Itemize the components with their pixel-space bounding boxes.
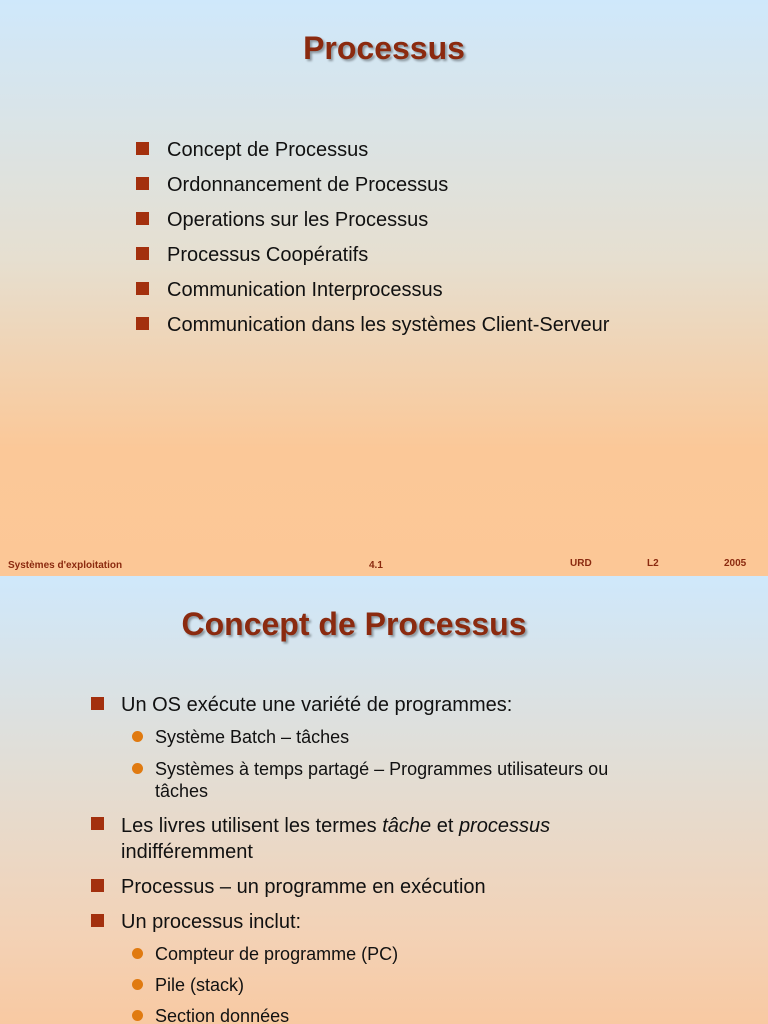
- slide-title: Concept de Processus: [181, 606, 527, 642]
- sub-list-item-text: Compteur de programme (PC): [155, 944, 399, 964]
- footer-level: L2: [647, 558, 659, 569]
- sub-list-item-text: Pile (stack): [155, 975, 245, 995]
- bullet-list: [136, 138, 609, 337]
- sub-list-item: [132, 943, 652, 965]
- list-item: [136, 243, 609, 267]
- list-item: [91, 875, 631, 899]
- square-bullet-icon: [136, 142, 149, 155]
- list-item-text: Un processus inclut:: [121, 911, 302, 933]
- list-item: [136, 138, 609, 162]
- list-item-text: Un OS exécute une variété de programmes:: [121, 694, 513, 716]
- footer-page-number: 4.1: [369, 560, 383, 571]
- list-item-emphasis: processus: [458, 815, 551, 837]
- list-item-text: Processus Coopératifs: [167, 244, 369, 266]
- list-item: [91, 813, 631, 865]
- round-bullet-icon: [132, 763, 143, 774]
- round-bullet-icon: [132, 731, 143, 742]
- list-item: [91, 910, 631, 934]
- round-bullet-icon: [132, 948, 143, 959]
- list-item-text: Communication Interprocessus: [167, 279, 443, 301]
- list-item: [91, 693, 651, 717]
- list-item-text: et: [431, 815, 459, 837]
- square-bullet-icon: [136, 212, 149, 225]
- sub-bullet-list: [132, 943, 652, 1024]
- sub-list-item-text: Système Batch – tâches: [155, 727, 350, 747]
- footer-institution: URD: [570, 558, 592, 569]
- slide-title: Processus: [303, 30, 465, 66]
- list-item: [136, 208, 609, 232]
- slide-concept-de-processus: [0, 576, 768, 1024]
- sub-list-item: [132, 1005, 652, 1024]
- square-bullet-icon: [91, 879, 104, 892]
- square-bullet-icon: [91, 914, 104, 927]
- square-bullet-icon: [136, 247, 149, 260]
- round-bullet-icon: [132, 979, 143, 990]
- sub-list-item-text: Systèmes à temps partagé – Programmes utilisateurs ou tâches: [155, 759, 609, 801]
- square-bullet-icon: [136, 177, 149, 190]
- square-bullet-icon: [136, 282, 149, 295]
- square-bullet-icon: [91, 697, 104, 710]
- list-item-emphasis: tâche: [382, 815, 432, 837]
- round-bullet-icon: [132, 1010, 143, 1021]
- sub-list-item: [132, 758, 652, 802]
- bullet-list: [91, 693, 651, 717]
- square-bullet-icon: [136, 317, 149, 330]
- list-item-text: Concept de Processus: [167, 139, 369, 161]
- list-item-text: Les livres utilisent les termes: [121, 815, 383, 837]
- list-item-text: Communication dans les systèmes Client-Serveur: [167, 314, 610, 336]
- footer-course: Systèmes d'exploitation: [8, 560, 123, 571]
- bullet-list: [91, 813, 631, 934]
- list-item-text: Ordonnancement de Processus: [167, 174, 449, 196]
- sub-list-item-text: Section données: [155, 1006, 290, 1024]
- sub-list-item: [132, 726, 652, 748]
- list-item: [136, 173, 609, 197]
- list-item-text: Processus – un programme en exécution: [121, 876, 486, 898]
- square-bullet-icon: [91, 817, 104, 830]
- sub-bullet-list: [132, 726, 652, 802]
- list-item-text: indifféremment: [121, 841, 253, 863]
- footer-year: 2005: [724, 558, 747, 569]
- sub-list-item: [132, 974, 652, 996]
- list-item: [136, 313, 609, 337]
- list-item-text: Operations sur les Processus: [167, 209, 429, 231]
- list-item: [136, 278, 609, 302]
